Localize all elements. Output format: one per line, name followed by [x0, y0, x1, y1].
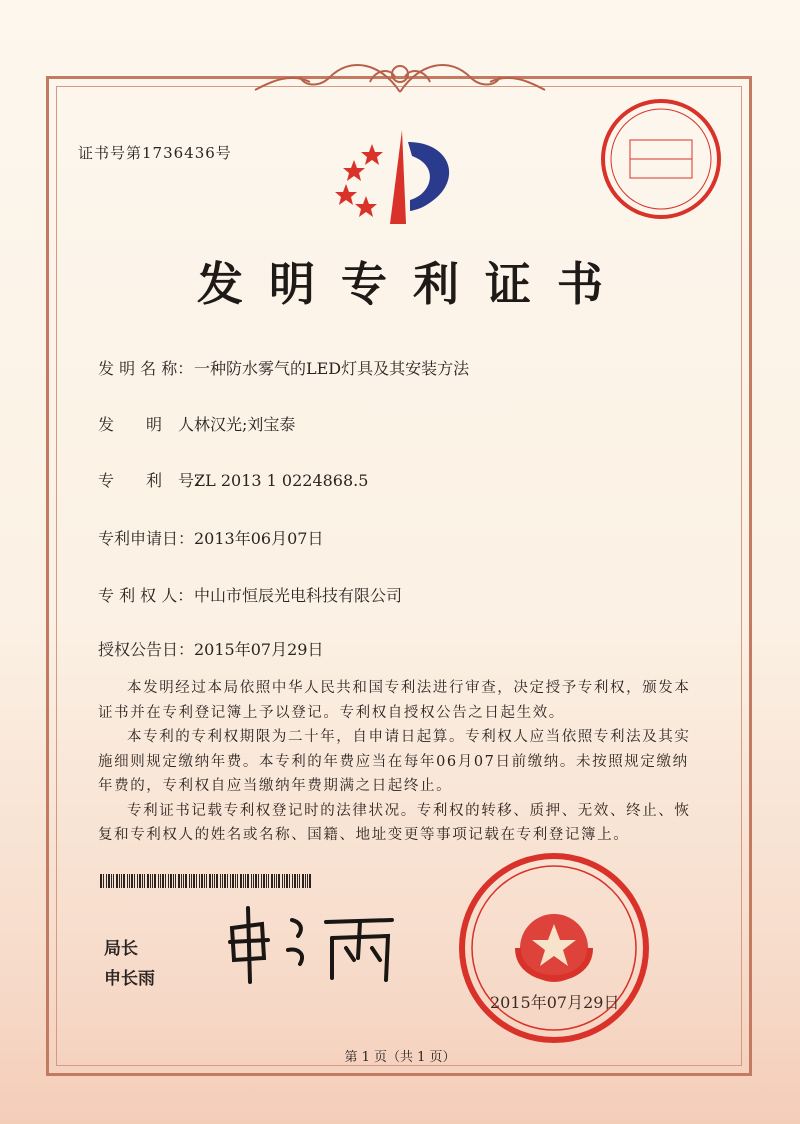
field-label: 专利申请日：: [98, 529, 195, 548]
field-value: 2015年07月29日: [194, 640, 324, 659]
field-label: 专 利 号：: [98, 471, 211, 490]
field-value: 一种防水雾气的LED灯具及其安装方法: [194, 359, 470, 378]
field-label: 发 明 名 称：: [98, 359, 194, 378]
field-label: 专 利 权 人：: [98, 586, 194, 605]
top-ornament-icon: [250, 52, 550, 102]
body-paragraph: 本专利的专利权期限为二十年，自申请日起算。专利权人应当依照专利法及其实施细则规定缴纳年费。本专利的年费应当在每年06月07日前缴纳。未按照规定缴纳年费的，专利权自应当缴纳年费期满之日起终止。: [98, 729, 691, 794]
page-number: 第 1 页（共 1 页）: [344, 1050, 456, 1065]
issue-date: 2015年07月29日: [490, 993, 620, 1012]
cnipa-logo-icon: [332, 122, 472, 232]
certificate-number: 证书号第1736436号: [78, 144, 232, 162]
director-signature-icon: [222, 898, 402, 988]
field-patentee: [98, 583, 402, 606]
field-label: 授权公告日：: [98, 640, 195, 659]
field-application-date: [98, 526, 323, 549]
body-paragraph: 专利证书记载专利权登记时的法律状况。专利权的转移、质押、无效、终止、恢复和专利权人的姓名或名称、国籍、地址变更等事项记载在专利登记簿上。: [98, 802, 691, 843]
patent-office-seal-icon: [454, 848, 654, 1048]
field-label: 发 明 人：: [98, 415, 211, 434]
certificate-body: [98, 676, 698, 848]
barcode-icon: [100, 874, 312, 888]
certificate-title: 发明专利证书: [197, 257, 629, 311]
tax-seal-icon: [598, 96, 724, 222]
field-value: ZL 2013 1 0224868.5: [194, 471, 369, 490]
field-value: 2013年06月07日: [194, 529, 324, 548]
field-inventor: [98, 412, 295, 435]
field-value: 中山市恒辰光电科技有限公司: [194, 586, 403, 605]
director-name: 申长雨: [104, 969, 155, 989]
field-patent-number: [98, 468, 368, 491]
body-paragraph: 本发明经过本局依照中华人民共和国专利法进行审查，决定授予专利权，颁发本证书并在专利登记簿上予以登记。专利权自授权公告之日起生效。: [98, 680, 691, 721]
field-invention-name: [98, 356, 469, 379]
director-title: 局长: [104, 939, 138, 959]
field-value: 林汉光;刘宝泰: [194, 415, 296, 434]
field-grant-date: [98, 637, 323, 660]
